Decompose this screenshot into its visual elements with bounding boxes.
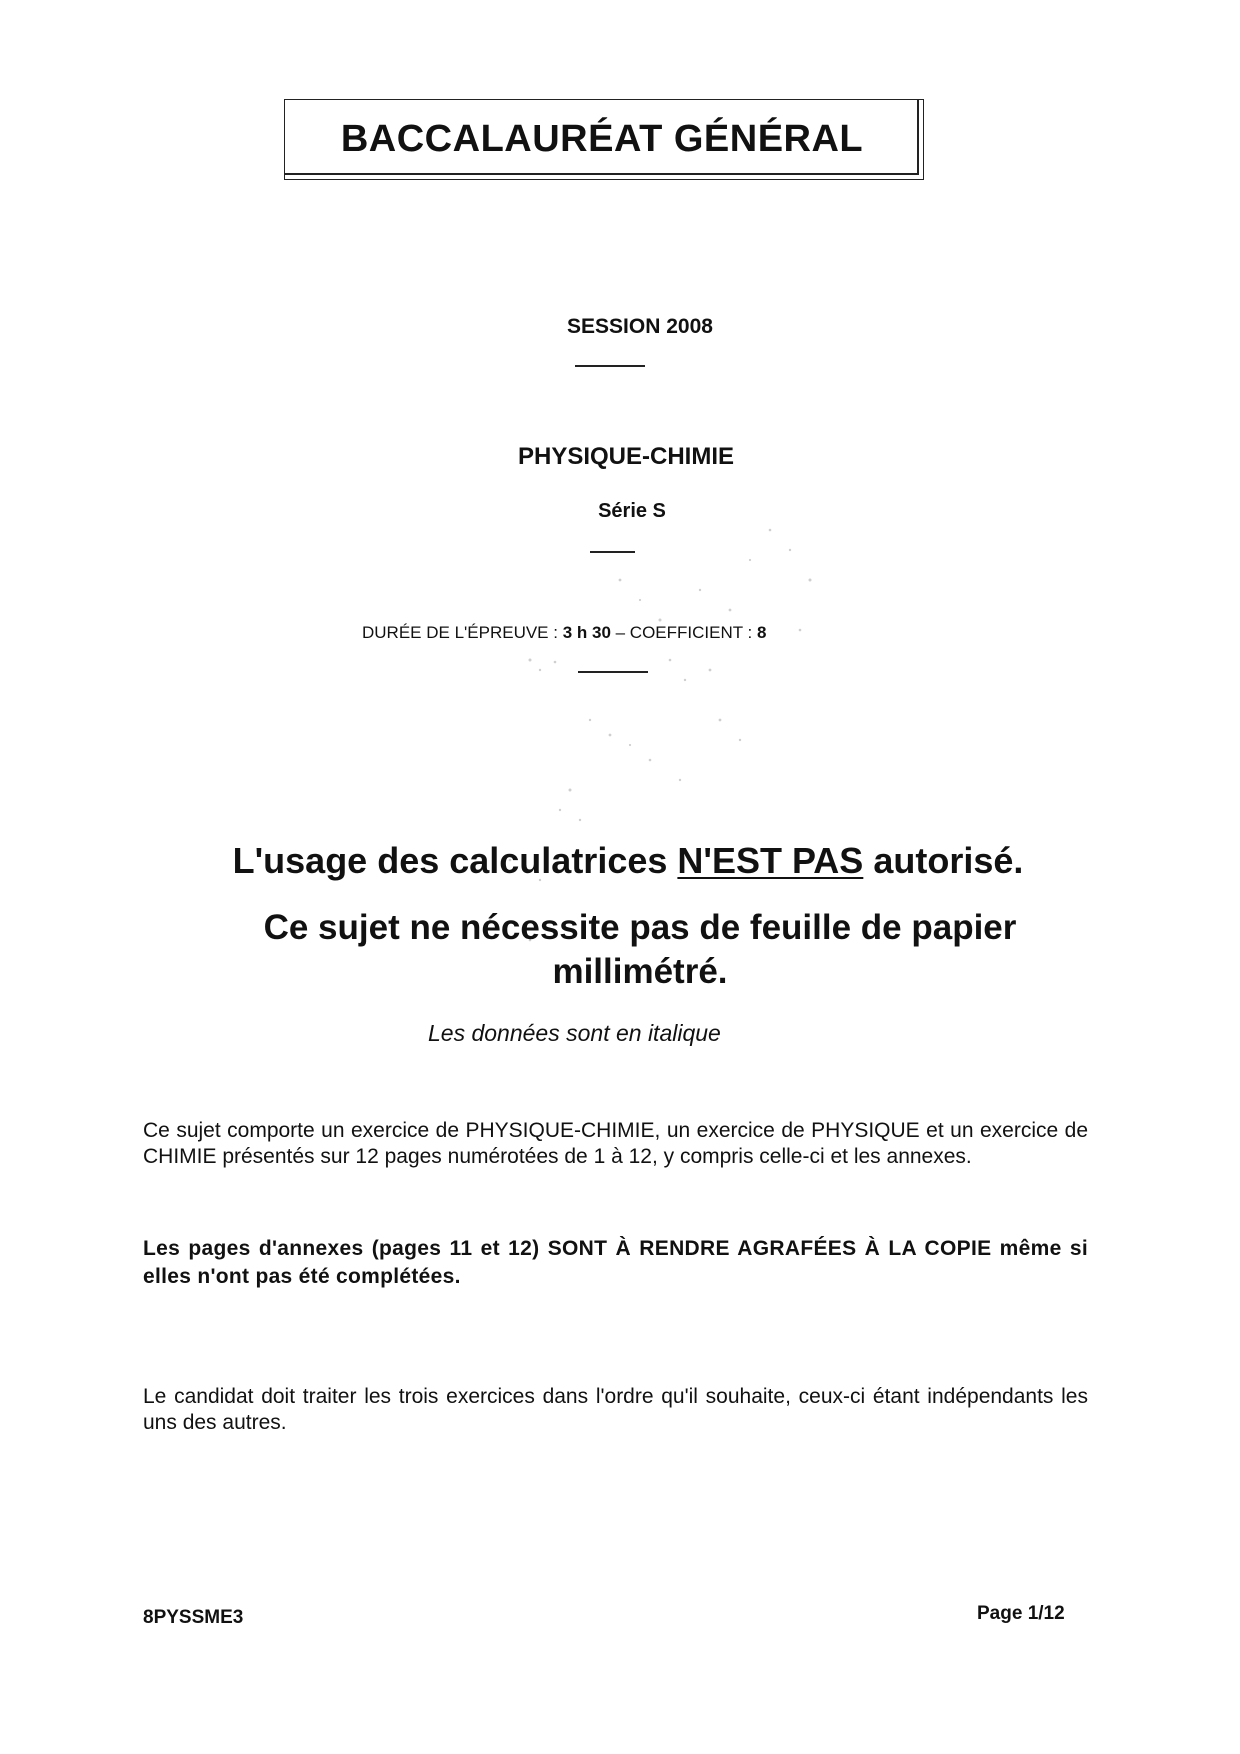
exam-code: 8PYSSME3 — [143, 1607, 244, 1628]
paper-notice — [20, 906, 1240, 994]
serie-label: Série S — [598, 500, 666, 522]
coefficient-value: 8 — [757, 623, 767, 642]
calculator-notice — [8, 840, 1240, 882]
session-label: SESSION 2008 — [567, 315, 713, 338]
title-frame — [284, 99, 924, 180]
calculator-notice-emphasis: N'EST PAS — [677, 840, 864, 881]
divider — [575, 365, 645, 367]
annex-instruction: Les pages d'annexes (pages 11 et 12) SONT À RENDRE AGRAFÉES À LA COPIE même si elles n'ont pas été complétées. — [143, 1237, 1088, 1288]
subject-title: PHYSIQUE-CHIMIE — [517, 443, 735, 470]
coefficient-label: – COEFFICIENT : — [610, 623, 757, 642]
content-description: Ce sujet comporte un exercice de PHYSIQUE-CHIMIE, un exercice de PHYSIQUE et un exercice de CHIMIE présentés sur 12 pages numérotées de 1 à 12, y compris celle-ci et les annexes. — [143, 1119, 1088, 1168]
italic-data-note: Les données sont en italique — [428, 1020, 721, 1046]
calculator-notice-end: autorisé. — [863, 840, 1024, 881]
paper-notice-line1: Ce sujet ne nécessite pas de feuille de papier — [263, 908, 1017, 947]
duration-value: 3 h 30 — [562, 623, 611, 642]
duration-label: DURÉE DE L'ÉPREUVE : — [362, 623, 563, 642]
exam-title: BACCALAURÉAT GÉNÉRAL — [340, 118, 864, 160]
order-instruction: Le candidat doit traiter les trois exercices dans l'ordre qu'il souhaite, ceux-ci étant indépendants les uns des autres. — [143, 1385, 1088, 1434]
calculator-notice-start: L'usage des calculatrices — [232, 840, 678, 881]
page-number: Page 1/12 — [977, 1603, 1065, 1624]
paper-notice-line2: millimétré. — [552, 952, 728, 991]
